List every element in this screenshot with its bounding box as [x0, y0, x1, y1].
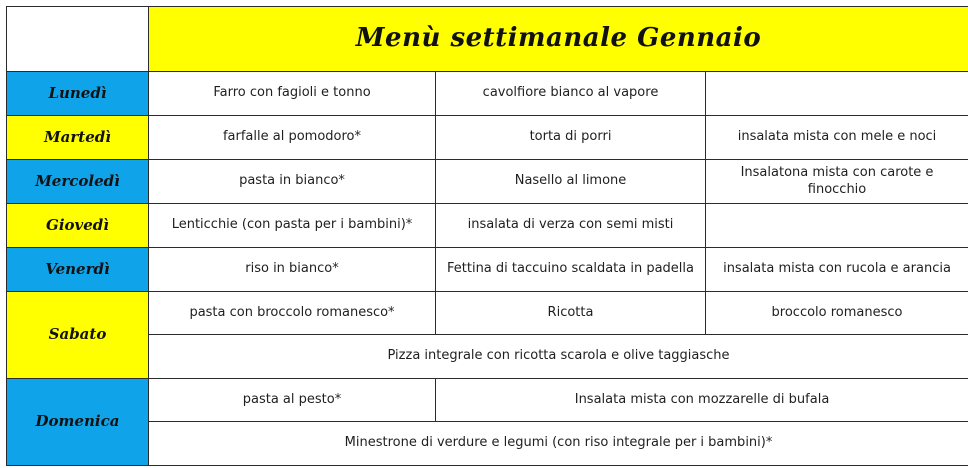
cell-lunedi-2[interactable]: cavolfiore bianco al vapore [436, 72, 706, 116]
menu-title[interactable]: Menù settimanale Gennaio [149, 7, 968, 72]
header-row [7, 7, 968, 72]
cell-domenica-dinner[interactable]: Minestrone di verdure e legumi (con riso integrale per i bambini)* [149, 422, 968, 466]
row-venerdi [7, 248, 968, 292]
day-giovedi[interactable]: Giovedì [7, 204, 149, 248]
cell-martedi-3[interactable]: insalata mista con mele e noci [706, 116, 968, 160]
cell-giovedi-1[interactable]: Lenticchie (con pasta per i bambini)* [149, 204, 436, 248]
day-martedi[interactable]: Martedì [7, 116, 149, 160]
cell-sabato-3[interactable]: broccolo romanesco [706, 292, 968, 335]
cell-giovedi-3[interactable] [706, 204, 968, 248]
cell-lunedi-3[interactable] [706, 72, 968, 116]
cell-venerdi-3[interactable]: insalata mista con rucola e arancia [706, 248, 968, 292]
cell-domenica-1[interactable]: pasta al pesto* [149, 379, 436, 422]
row-sabato-lunch [7, 292, 968, 335]
cell-sabato-2[interactable]: Ricotta [436, 292, 706, 335]
day-mercoledi[interactable]: Mercoledì [7, 160, 149, 204]
cell-martedi-2[interactable]: torta di porri [436, 116, 706, 160]
day-domenica[interactable]: Domenica [7, 379, 149, 466]
cell-venerdi-1[interactable]: riso in bianco* [149, 248, 436, 292]
day-venerdi[interactable]: Venerdì [7, 248, 149, 292]
cell-mercoledi-1[interactable]: pasta in bianco* [149, 160, 436, 204]
row-sabato-dinner [7, 335, 968, 379]
weekly-menu-table [6, 6, 968, 466]
cell-martedi-1[interactable]: farfalle al pomodoro* [149, 116, 436, 160]
day-lunedi[interactable]: Lunedì [7, 72, 149, 116]
row-martedi [7, 116, 968, 160]
cell-mercoledi-2[interactable]: Nasello al limone [436, 160, 706, 204]
row-mercoledi [7, 160, 968, 204]
corner-cell[interactable] [7, 7, 149, 72]
row-lunedi [7, 72, 968, 116]
cell-sabato-1[interactable]: pasta con broccolo romanesco* [149, 292, 436, 335]
row-domenica-lunch [7, 379, 968, 422]
row-domenica-dinner [7, 422, 968, 466]
cell-lunedi-1[interactable]: Farro con fagioli e tonno [149, 72, 436, 116]
cell-mercoledi-3[interactable]: Insalatona mista con carote e finocchio [706, 160, 968, 204]
day-sabato[interactable]: Sabato [7, 292, 149, 379]
cell-domenica-2[interactable]: Insalata mista con mozzarelle di bufala [436, 379, 968, 422]
cell-venerdi-2[interactable]: Fettina di taccuino scaldata in padella [436, 248, 706, 292]
cell-giovedi-2[interactable]: insalata di verza con semi misti [436, 204, 706, 248]
cell-sabato-dinner[interactable]: Pizza integrale con ricotta scarola e olive taggiasche [149, 335, 968, 379]
row-giovedi [7, 204, 968, 248]
